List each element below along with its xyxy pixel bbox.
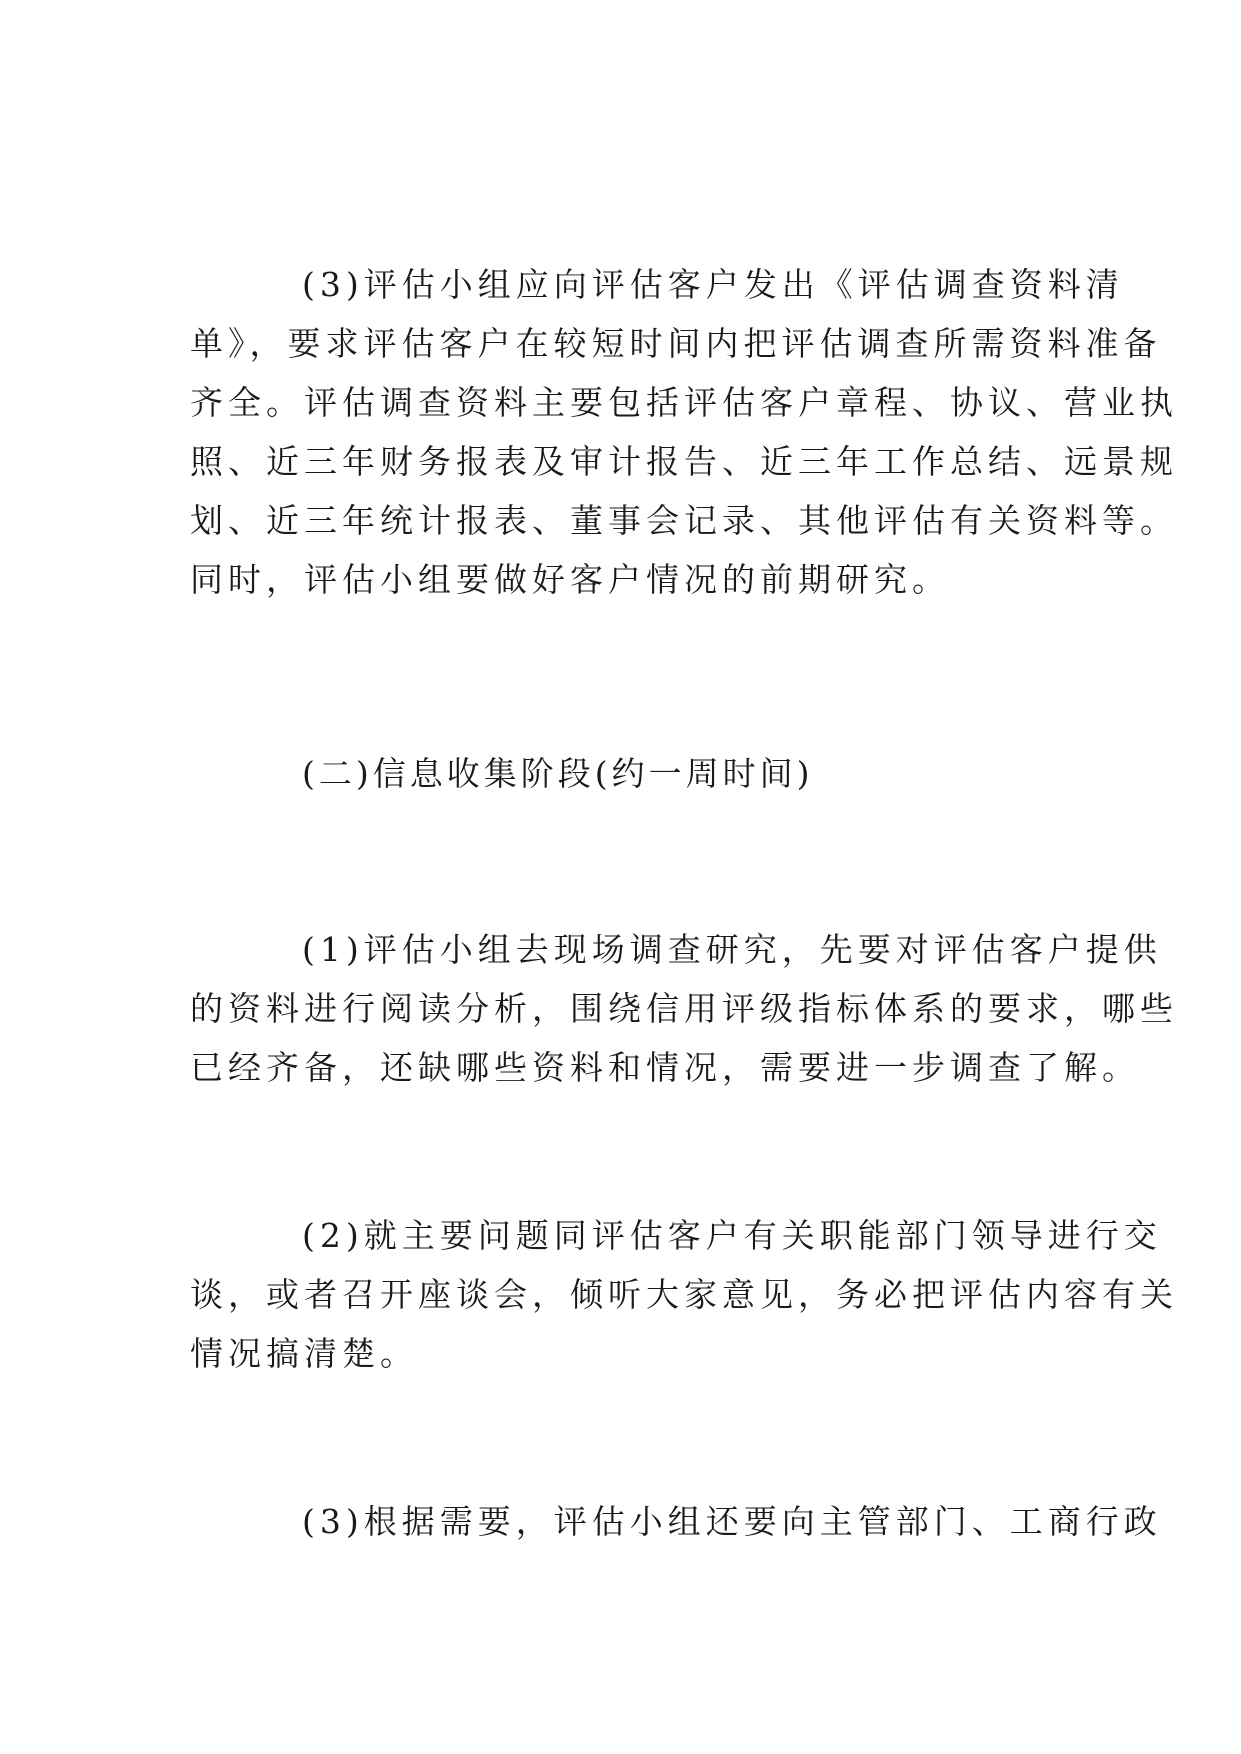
paragraph-line: 同时，评估小组要做好客户情况的前期研究。 bbox=[190, 560, 950, 599]
paragraph-site-investigation bbox=[190, 920, 1178, 1097]
paragraph-line: 划、近三年统计报表、董事会记录、其他评估有关资料等。 bbox=[190, 501, 1178, 540]
paragraph-line: 齐全。评估调查资料主要包括评估客户章程、协议、营业执 bbox=[190, 383, 1178, 422]
paragraph-interviews bbox=[190, 1206, 1178, 1383]
paragraph-line: (3)根据需要，评估小组还要向主管部门、工商行政 bbox=[302, 1502, 1162, 1541]
section-heading-info-collection: (二)信息收集阶段(约一周时间) bbox=[302, 754, 814, 793]
paragraph-authorities bbox=[190, 1492, 1162, 1551]
paragraph-line: 已经齐备，还缺哪些资料和情况，需要进一步调查了解。 bbox=[190, 1048, 1140, 1087]
paragraph-evaluation-materials bbox=[190, 255, 1178, 609]
paragraph-line: 照、近三年财务报表及审计报告、近三年工作总结、远景规 bbox=[190, 442, 1178, 481]
paragraph-line: (1)评估小组去现场调查研究，先要对评估客户提供 bbox=[302, 930, 1162, 969]
paragraph-line: 的资料进行阅读分析，围绕信用评级指标体系的要求，哪些 bbox=[190, 989, 1178, 1028]
paragraph-line: (2)就主要问题同评估客户有关职能部门领导进行交 bbox=[302, 1216, 1162, 1255]
paragraph-line: 单》，要求评估客户在较短时间内把评估调查所需资料准备 bbox=[190, 324, 1162, 363]
paragraph-line: 谈，或者召开座谈会，倾听大家意见，务必把评估内容有关 bbox=[190, 1275, 1178, 1314]
paragraph-line: (3)评估小组应向评估客户发出《评估调查资料清 bbox=[302, 265, 1124, 304]
paragraph-line: 情况搞清楚。 bbox=[190, 1334, 418, 1373]
